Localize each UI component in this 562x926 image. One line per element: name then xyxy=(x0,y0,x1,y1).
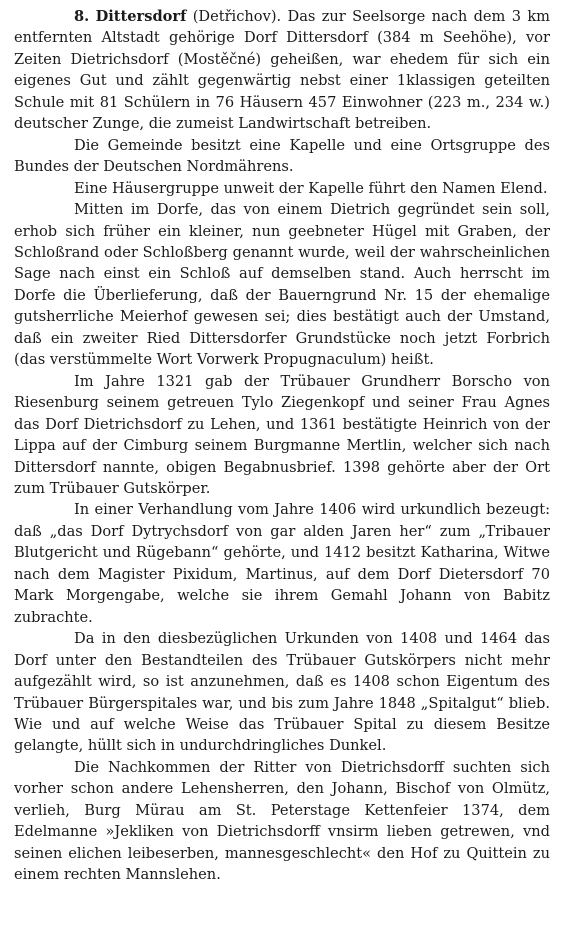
section-number: 8. xyxy=(74,8,90,25)
paragraph-text: Die Gemeinde besitzt eine Kapelle und eine Ortsgruppe des Bundes der Deutschen Nordmährens. xyxy=(14,136,550,176)
paragraph-intro xyxy=(14,6,550,135)
document-page xyxy=(14,6,550,920)
paragraph-text: Mitten im Dorfe, das von einem Dietrich gegründet sein soll, erhob sich früher ein kleiner, nun geebneter Hügel mit Graben, der Schloßrand oder Schloßberg genannt wurde, weil der wahrscheinlichen Sage nach einst ein Schloß auf demselben stand. Auch herrscht im Dorfe die Überlieferung, daß der Bauerngrund Nr. 15 der ehemalige gutsherrliche Meierhof gewesen sei; dies bestätigt auch der Umstand, daß ein zweiter Ried Dittersdorfer Grundstücke noch jetzt Forbrich (das verstümmelte Wort Vorwerk Propugnaculum) heißt. xyxy=(14,201,550,369)
paragraph-text: In einer Verhandlung vom Jahre 1406 wird urkundlich bezeugt: daß „das Dorf Dytrychsdorf von gar alden Jaren her“ zum „Tribauer Blutgericht und Rügebann“ gehörte, und 1412 besitzt Katharina, Witwe nach dem Magister Pixidum, Martinus, auf dem Dorf Dietersdorf 70 Mark Morgengabe, welche sie ihrem Gemahl Johann von Babitz zubrachte. xyxy=(14,501,550,626)
paragraph-text: Da in den diesbezüglichen Urkunden von 1408 und 1464 das Dorf unter den Bestandteilen des Trübauer Gutskörpers nicht mehr aufgezählt wird, so ist anzunehmen, daß es 1408 schon Eigentum des Trübauer Bürgerspitales war, und bis zum Jahre 1848 „Spitalgut“ blieb. Wie und auf welche Weise das Trübauer Spital zu diesem Besitze gelangte, hüllt sich in undurchdringliches Dunkel. xyxy=(14,630,550,755)
paragraph-text: Das zur Seelsorge nach dem 3 km entfernten Altstadt gehörige Dorf Dittersdorf (384 m Seehöhe), vor Zeiten Dietrichsdorf (Mostěčné) geheißen, war ehedem für sich ein eigenes Gut und zählt gegenwärtig nebst einer 1klassigen geteilten Schule mit 81 Schülern in 76 Häusern 457 Einwohner (223 m., 234 w.) deutscher Zunge, die zumeist Landwirtschaft betreiben. xyxy=(14,8,550,133)
paragraph-text: Im Jahre 1321 gab der Trübauer Grundherr Borscho von Riesenburg seinem getreuen Tylo Ziegenkopf und seiner Frau Agnes das Dorf Dietrichsdorf zu Lehen, und 1361 bestätigte Heinrich von der Lippa auf der Cimburg seinem Burgmanne Mertlin, welcher sich nach Dittersdorf nannte, obigen Begabnusbrief. 1398 gehörte aber der Ort zum Trübauer Gutskörper. xyxy=(14,372,550,497)
section-title: Dittersdorf xyxy=(95,8,187,25)
section-title-czech: (Detřichov). xyxy=(192,8,282,25)
paragraph-text: Eine Häusergruppe unweit der Kapelle führt den Namen Elend. xyxy=(74,179,548,197)
paragraph-text: Die Nachkommen der Ritter von Dietrichsdorff suchten sich vorher schon andere Lehensherren, den Johann, Bischof von Olmütz, verlieh, Burg Mürau am St. Peterstage Kettenfeier 1374, dem Edelmanne »Jekliken von Dietrichsdorff vnsirm lieben getrewen, vnd seinen elichen leibeserben, mannesgeschlecht« den Hof zu Quittein zu einem rechten Mannslehen. xyxy=(14,758,550,884)
